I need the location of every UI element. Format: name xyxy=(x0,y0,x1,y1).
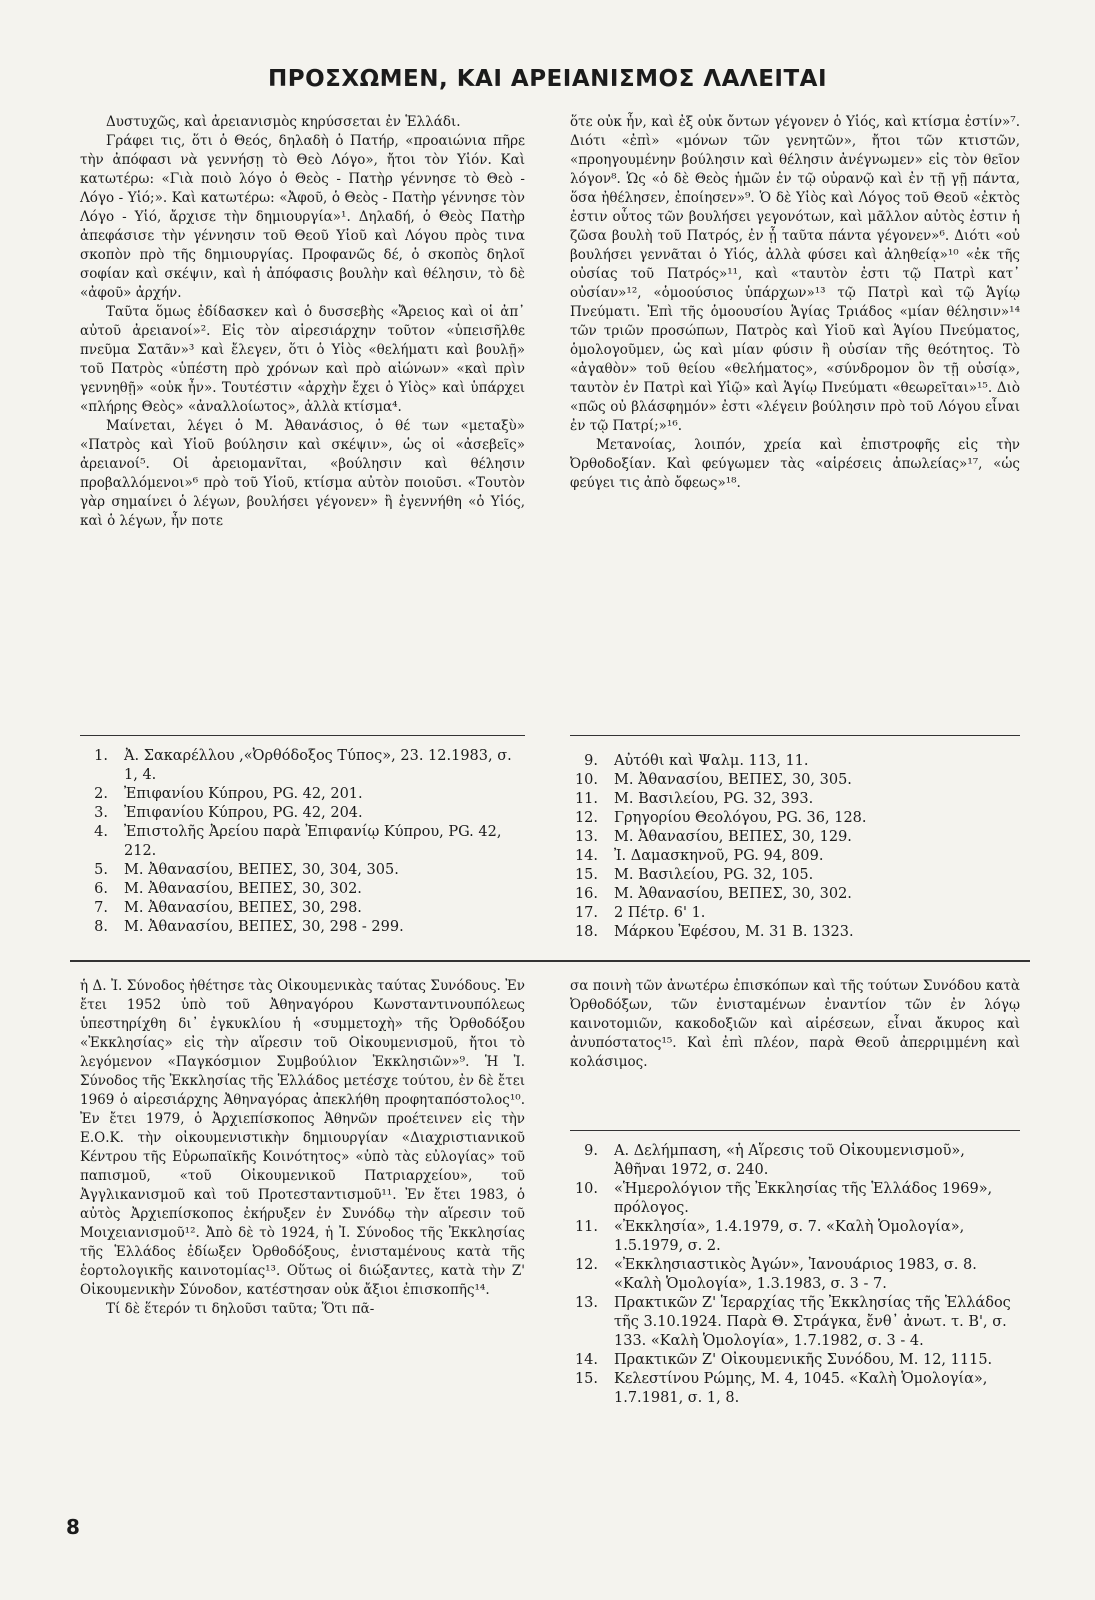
paragraph: σα ποινὴ τῶν ἀνωτέρω ἐπισκόπων καὶ τῆς τούτων Συνόδου κατὰ Ὀρθοδόξων, τῶν ἐνισταμένων ἐναντίον τῶν ἐν λόγῳ καινοτομιῶν, κακοδοξιῶν καὶ αἱρέσεων, εἶναι ἄκυρος καὶ ἀνυπόστατος¹⁵. Καὶ ἐπὶ πλέον, παρὰ Θεοῦ ἀπερριμμένη καὶ κολάσιμος. xyxy=(570,978,1020,1070)
footnote-divider xyxy=(570,735,1020,736)
section-divider xyxy=(70,960,1030,962)
paragraph: Μετανοίας, λοιπόν, χρεία καὶ ἐπιστροφῆς εἰς τὴν Ὀρθοδοξίαν. Καὶ φεύγωμεν τὰς «αἱρέσεις ἀπωλείας»¹⁷, «ὡς φεύγει τις ἀπὸ ὄφεως»¹⁸. xyxy=(570,437,1020,491)
article-column-bottom-left xyxy=(80,977,525,1319)
paragraph: Μαίνεται, λέγει ὁ Μ. Ἀθανάσιος, ὁ θέ των «μεταξὺ» «Πατρὸς καὶ Υἱοῦ βούλησιν καὶ σκέψιν», ὡς οἱ «ἀσεβεῖς» ἀρειανοί⁵. Οἱ ἀρειομανῖται, «βούλησιν καὶ θέλησιν προβαλλόμενοι»⁶ πρὸ τοῦ Υἱοῦ, κτίσμα αὐτὸν ποιοῦσι. «Τουτὸν γὰρ σημαίνει ὁ λέγων, βουλήσει γέγονεν» ἢ ἐγεννήθη «ὁ Υἱός, καὶ ὁ λέγων, ἦν ποτε xyxy=(80,418,525,529)
footnote: 12. Γρηγορίου Θεολόγου, PG. 36, 128. xyxy=(574,810,867,826)
footnote: 13. Μ. Ἀθανασίου, ΒΕΠΕΣ, 30, 129. xyxy=(574,829,852,845)
page-title: ΠΡΟΣΧΩΜΕΝ, ΚΑΙ ΑΡΕΙΑΝΙΣΜΟΣ ΛΑΛΕΙΤΑΙ xyxy=(267,66,828,92)
page-number: 8 xyxy=(66,1515,80,1539)
paragraph: Ταῦτα ὅμως ἐδίδασκεν καὶ ὁ δυσσεβὴς «Ἄρειος καὶ οἱ ἀπ᾿ αὐτοῦ ἀρειανοί»². Εἰς τὸν αἱρεσιάρχην τοῦτον «ὑπεισῆλθε πνεῦμα Σατᾶν»³ καὶ ἔλεγεν, ὅτι ὁ Υἱὸς «θελήματι καὶ βουλῇ» τοῦ Πατρὸς «ὑπέστη πρὸ χρόνων καὶ πρὸ αἰώνων» «καὶ πρὶν γεννηθῇ» «οὐκ ἦν». Τουτέστιν «ἀρχὴν ἔχει ὁ Υἱὸς» καὶ ὑπάρχει «πλήρης Θεὸς» «ἀναλλοίωτος», ἀλλὰ κτίσμα⁴. xyxy=(80,304,525,415)
footnote: 7. Μ. Ἀθανασίου, ΒΕΠΕΣ, 30, 298. xyxy=(94,900,362,916)
article-column-top-left xyxy=(80,113,525,531)
footnotes-bottom-right xyxy=(570,1142,1020,1408)
paragraph: Δυστυχῶς, καὶ ἀρειανισμὸς κηρύσσεται ἐν Ἑλλάδι. xyxy=(106,114,461,130)
footnote: 11. «Ἐκκλησία», 1.4.1979, σ. 7. «Καλὴ Ὁμολογία», 1.5.1979, σ. 2. xyxy=(574,1219,965,1254)
footnotes-top-right xyxy=(570,752,1020,942)
paragraph: ἡ Δ. Ἰ. Σύνοδος ἠθέτησε τὰς Οἰκουμενικὰς ταύτας Συνόδους. Ἐν ἔτει 1952 ὑπὸ τοῦ Ἀθηναγόρου Κωνσταντινουπόλεως ὑπεστηρίχθη δι᾿ ἐγκυκλίου ἡ «συμμετοχὴ» τῆς Ὀρθοδόξου «Ἐκκλησίας» εἰς τὴν αἵρεσιν τοῦ Οἰκουμενισμοῦ, ἤτοι τὸ λεγόμενον «Παγκόσμιον Συμβούλιον Ἐκκλησιῶν»⁹. Ἡ Ἰ. Σύνοδος τῆς Ἐκκλησίας τῆς Ἑλλάδος μετέσχε τούτου, ἐν δὲ ἔτει 1969 ὁ αἱρεσιάρχης Ἀθηναγόρας ἀπεκλήθη προφηταπόστολος¹⁰. Ἐν ἔτει 1979, ὁ Ἀρχιεπίσκοπος Ἀθηνῶν προέτεινεν εἰς τὴν Ε.Ο.Κ. τὴν οἰκουμενιστικὴν δημιουργίαν «Διαχριστιανικοῦ Κέντρου τῆς Εὐρωπαϊκῆς Κοινότητος» «ὑπὸ τὰς εὐλογίας» τοῦ παπισμοῦ, «τοῦ Οἰκουμενικοῦ Πατριαρχείου», τοῦ Ἀγγλικανισμοῦ καὶ τοῦ Προτεσταντισμοῦ¹¹. Ἐν ἔτει 1983, ὁ αὐτὸς Ἀρχιεπίσκοπος ἐκήρυξεν ἐν Συνόδῳ τὴν αἵρεσιν τοῦ Μοιχειανισμοῦ¹². Ἀπὸ δὲ τὸ 1924, ἡ Ἰ. Σύνοδος τῆς Ἐκκλησίας τῆς Ἑλλάδος ἐδίωξεν Ὀρθοδόξους, ἐνισταμένους κατὰ τῆς ἑορτολογικῆς καινοτομίας¹³. Οὕτως οἱ διώξαντες, κατὰ τὴν Ζ' Οἰκουμενικὴν Σύνοδον, κατέστησαν οὐκ ἄξιοι ἐπισκοπῆς¹⁴. xyxy=(80,978,525,1298)
footnote: 14. Ἰ. Δαμασκηνοῦ, PG. 94, 809. xyxy=(574,848,824,864)
footnote: 2. Ἐπιφανίου Κύπρου, PG. 42, 201. xyxy=(94,786,363,802)
footnote: 9. Αὐτόθι καὶ Ψαλμ. 113, 11. xyxy=(584,753,809,769)
footnote: 9. Α. Δελήμπαση, «ἡ Αἵρεσις τοῦ Οἰκουμενισμοῦ», Ἀθῆναι 1972, σ. 240. xyxy=(584,1143,965,1178)
footnote: 5. Μ. Ἀθανασίου, ΒΕΠΕΣ, 30, 304, 305. xyxy=(94,862,399,878)
footnote: 15. Μ. Βασιλείου, PG. 32, 105. xyxy=(574,867,814,883)
footnote: 18. Μάρκου Ἐφέσου, Μ. 31 Β. 1323. xyxy=(574,924,854,940)
footnotes-top-left xyxy=(80,747,525,937)
article-column-bottom-right xyxy=(570,977,1020,1072)
footnote: 13. Πρακτικῶν Ζ' Ἱεραρχίας τῆς Ἐκκλησίας τῆς Ἑλλάδος τῆς 3.10.1924. Παρὰ Θ. Στράγκα, ἔνθ᾿ ἀνωτ. τ. Β', σ. 133. «Καλὴ Ὁμολογία», 1.7.1982, σ. 3 - 4. xyxy=(574,1295,1011,1349)
footnote: 10. Μ. Ἀθανασίου, ΒΕΠΕΣ, 30, 305. xyxy=(574,772,852,788)
paragraph: Γράφει τις, ὅτι ὁ Θεός, δηλαδὴ ὁ Πατήρ, «προαιώνια πῆρε τὴν ἀπόφασι νὰ γεννήσῃ τὸ Θεὸ Λόγο», ἤτοι τὸν Υἱόν. Καὶ κατωτέρω: «Γιὰ ποιὸ λόγο ὁ Θεὸς - Πατὴρ γέννησε τὸ Θεὸ - Λόγο - Υἱό;». Καὶ κατωτέρω: «Ἀφοῦ, ὁ Θεὸς - Πατὴρ γέννησε τὸν Λόγο - Υἱό, ἄρχισε τὴν δημιουργία»¹. Δηλαδή, ὁ Θεὸς Πατὴρ ἀπεφάσισε τὴν γέννησιν τοῦ Θεοῦ Υἱοῦ καὶ Λόγου πρὸς τινα σκοπὸν πρὸ τῆς δημιουργίας. Προφανῶς δέ, ὁ σκοπὸς δηλοῖ σοφίαν καὶ σκέψιν, καὶ ἡ ἀπόφασις βουλὴν καὶ θέλησιν, τὸ δὲ «ἀφοῦ» ἀρχήν. xyxy=(80,133,525,301)
paragraph: ὅτε οὐκ ἦν, καὶ ἐξ οὐκ ὄντων γέγονεν ὁ Υἱός, καὶ κτίσμα ἐστίν»⁷. Διότι «ἐπὶ» «μόνων τῶν γενητῶν», ἤτοι τῶν κτιστῶν, «προηγουμένην βούλησιν καὶ θέλησιν ἀνέγνωμεν» εἰς τὸν θεῖον λόγον⁸. Ὡς «ὁ δὲ Θεὸς ἡμῶν ἐν τῷ οὐρανῷ καὶ ἐν τῇ γῇ πάντα, ὅσα ἠθέλησεν, ἐποίησεν»⁹. Ὁ δὲ Υἱὸς καὶ Λόγος τοῦ Θεοῦ «ἐκτὸς ἐστιν οὗτος τῶν βουλήσει γεγονότων, καὶ μᾶλλον αὐτὸς ἐστιν ἡ ζῶσα βουλὴ τοῦ Πατρός, ἐν ᾗ ταῦτα πάντα γέγονεν»⁶. Διότι «οὐ βουλήσει γεννᾶται ὁ Υἱός, ἀλλὰ φύσει καὶ ἀληθείᾳ»¹⁰ «ἐκ τῆς οὐσίας τοῦ Πατρός»¹¹, καὶ «ταυτὸν ἐστι τῷ Πατρὶ κατ᾿ οὐσίαν»¹², «ὁμοούσιος ὑπάρχων»¹³ τῷ Πατρὶ καὶ τῷ Ἁγίῳ Πνεύματι. Ἐπὶ τῆς ὁμοουσίου Ἁγίας Τριάδος «μίαν θέλησιν»¹⁴ τῶν τριῶν προσώπων, Πατρὸς καὶ Υἱοῦ καὶ Ἁγίου Πνεύματος, ὁμολογοῦμεν, ὡς καὶ μίαν φύσιν ἢ οὐσίαν τῆς θεότητος. Τὸ «ἀγαθὸν» τοῦ θείου «θελήματος», «σύνδρομον ὂν τῇ οὐσίᾳ», ταυτὸν ἐν Πατρὶ καὶ Υἱῷ» καὶ Ἁγίῳ Πνεύματι «θεωρεῖται»¹⁵. Διὸ «πῶς οὐ βλάσφημόν» ἐστι «λέγειν βούλησιν πρὸ τοῦ Λόγου εἶναι ἐν τῷ Πατρί;»¹⁶. xyxy=(570,114,1020,434)
footnote: 11. Μ. Βασιλείου, PG. 32, 393. xyxy=(574,791,814,807)
footnote: 3. Ἐπιφανίου Κύπρου, PG. 42, 204. xyxy=(94,805,363,821)
footnote: 10. «Ἡμερολόγιον τῆς Ἐκκλησίας τῆς Ἑλλάδος 1969», πρόλογος. xyxy=(574,1181,993,1216)
footnote: 8. Μ. Ἀθανασίου, ΒΕΠΕΣ, 30, 298 - 299. xyxy=(94,919,404,935)
footnote: 15. Κελεστίνου Ρώμης, Μ. 4, 1045. «Καλὴ Ὁμολογία», 1.7.1981, σ. 1, 8. xyxy=(574,1371,988,1406)
paragraph: Τί δὲ ἕτερόν τι δηλοῦσι ταῦτα; Ὅτι πᾶ- xyxy=(106,1301,375,1317)
footnote: 6. Μ. Ἀθανασίου, ΒΕΠΕΣ, 30, 302. xyxy=(94,881,362,897)
footnote-divider xyxy=(80,735,525,736)
article-column-top-right xyxy=(570,113,1020,493)
footnote-divider xyxy=(570,1130,1020,1131)
footnote: 12. «Ἐκκλησιαστικὸς Ἀγών», Ἰανουάριος 1983, σ. 8. «Καλὴ Ὁμολογία», 1.3.1983, σ. 3 - 7. xyxy=(574,1257,977,1292)
footnote: 1. Ἀ. Σακαρέλλου ,«Ὀρθόδοξος Τύπος», 23. 12.1983, σ. 1, 4. xyxy=(94,748,512,783)
footnote: 4. Ἐπιστολῆς Ἀρείου παρὰ Ἐπιφανίῳ Κύπρου, PG. 42, 212. xyxy=(94,824,502,859)
footnote: 14. Πρακτικῶν Ζ' Οἰκουμενικῆς Συνόδου, Μ. 12, 1115. xyxy=(574,1352,993,1368)
footnote: 16. Μ. Ἀθανασίου, ΒΕΠΕΣ, 30, 302. xyxy=(574,886,852,902)
footnote: 17. 2 Πέτρ. 6' 1. xyxy=(574,905,706,921)
